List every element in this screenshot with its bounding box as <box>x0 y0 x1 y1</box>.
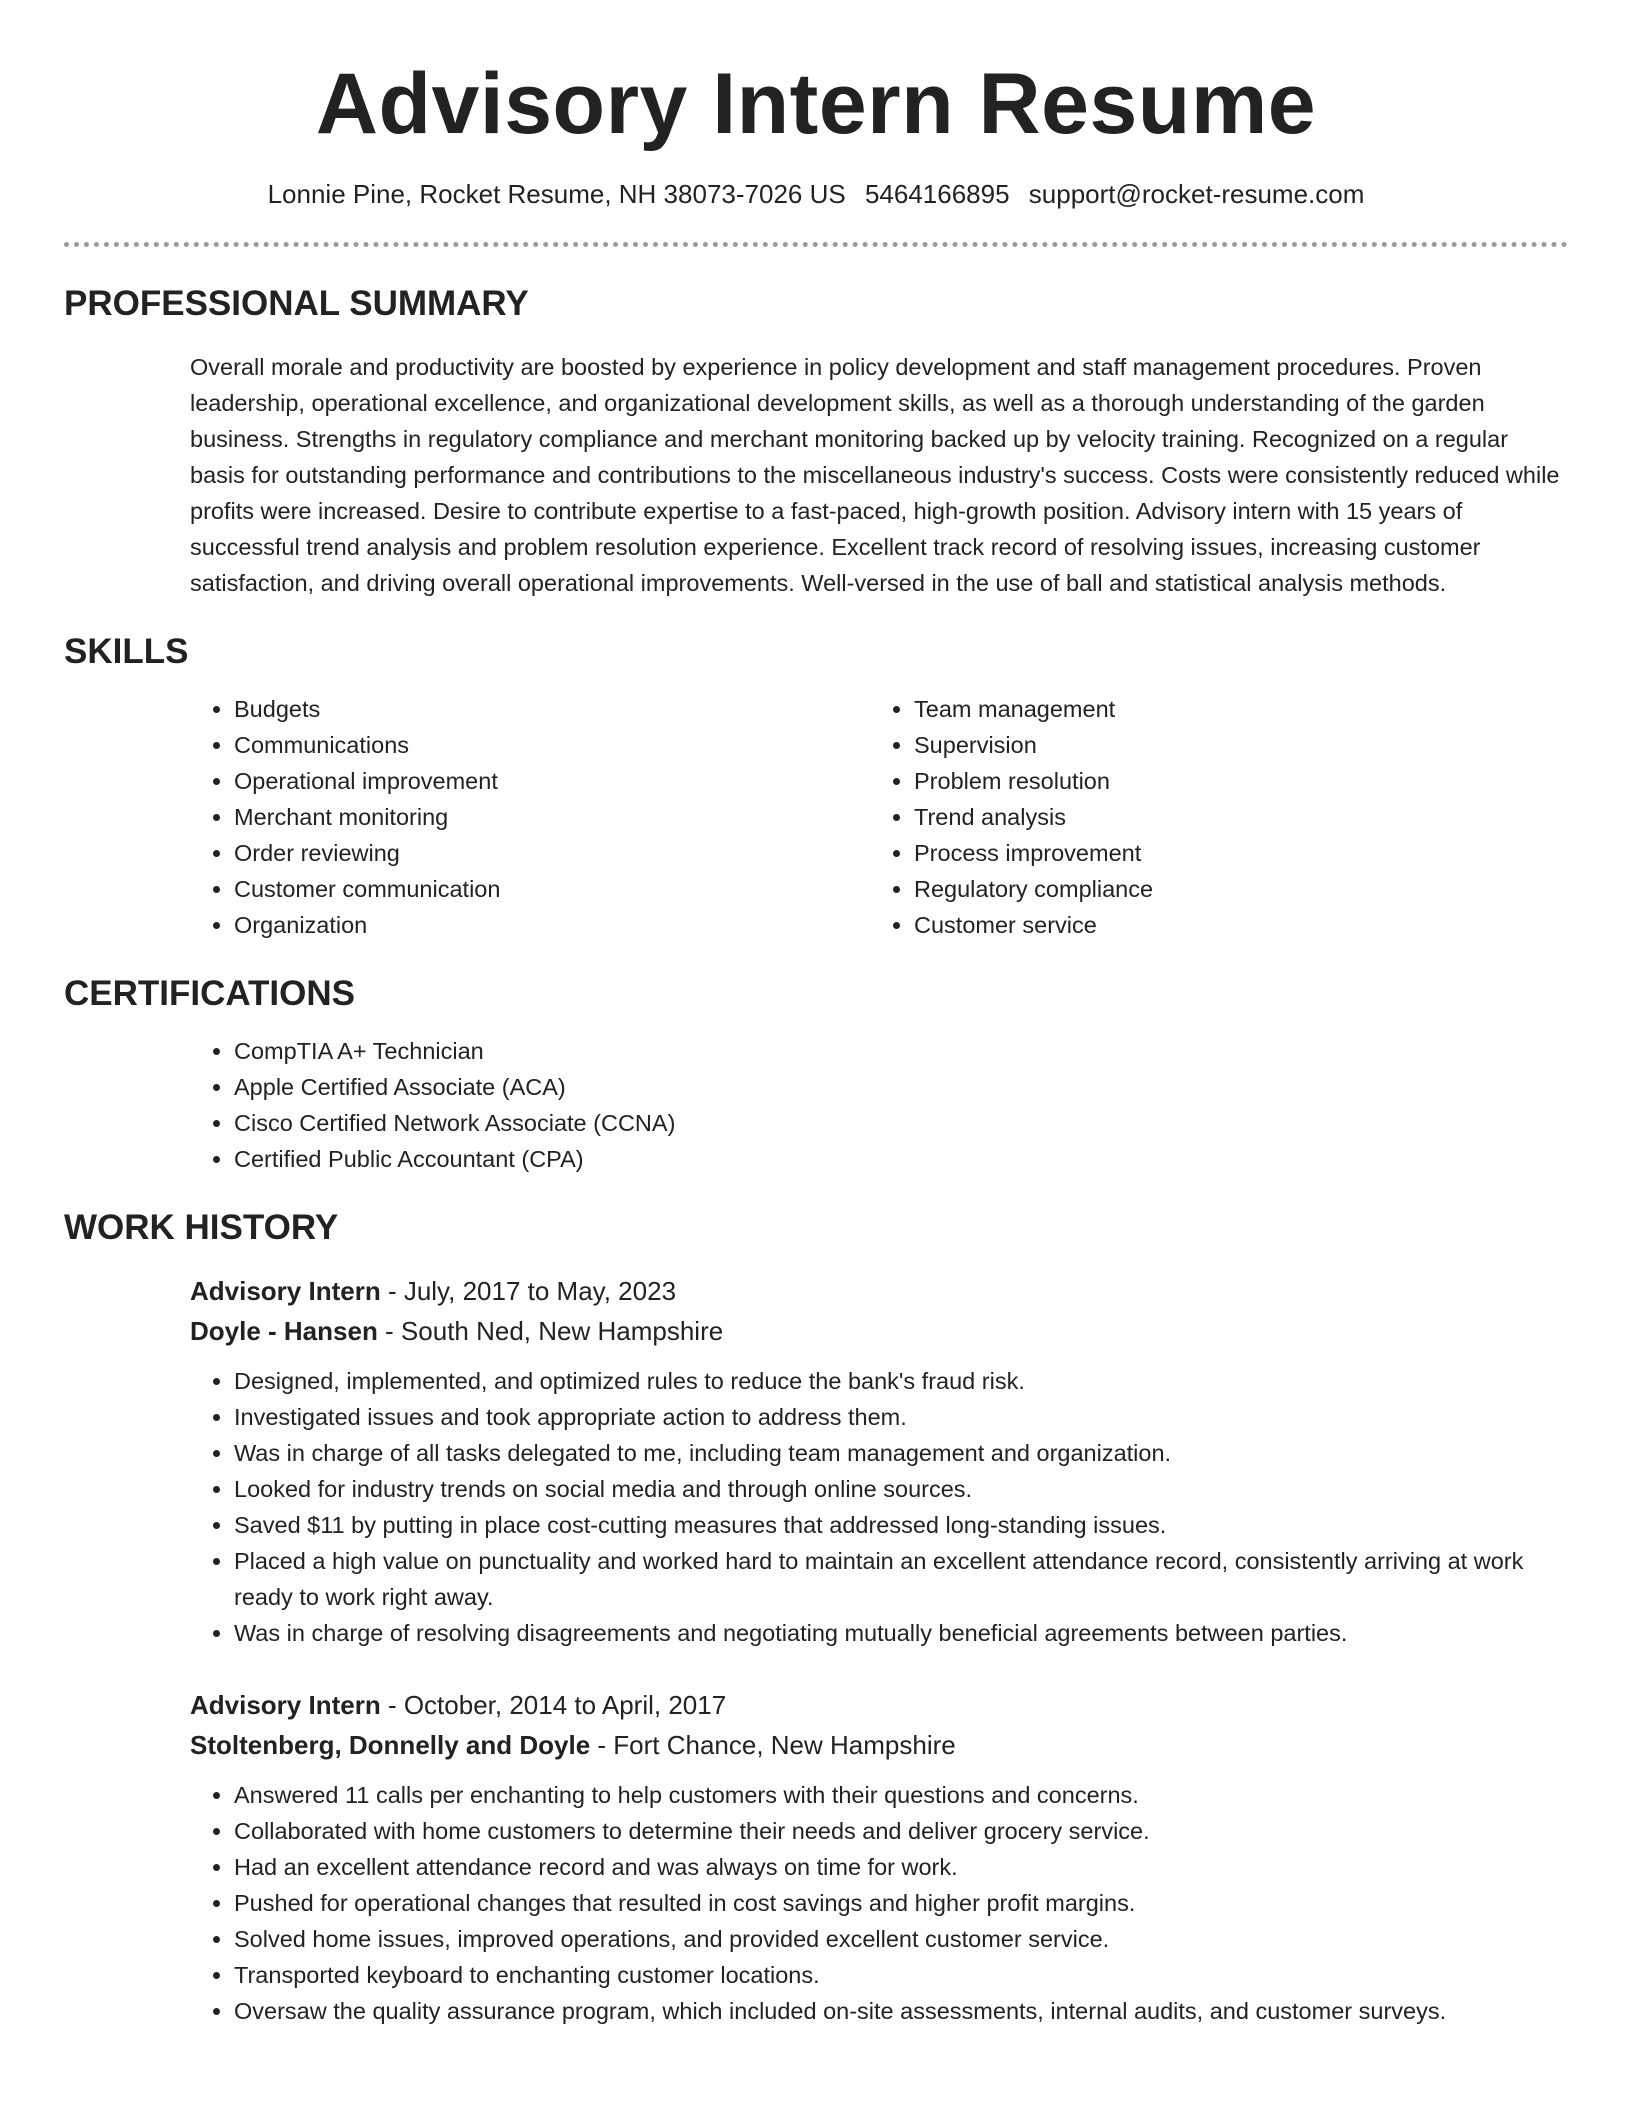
job-bullet: • Was in charge of all tasks delegated to me, including team management and organization. <box>234 1435 1568 1471</box>
job-title-line <box>190 1685 1568 1725</box>
skill-item: • Operational improvement <box>234 763 870 799</box>
skill-item: • Customer communication <box>234 871 870 907</box>
job-dates: - October, 2014 to April, 2017 <box>380 1690 727 1720</box>
job-bullet: • Investigated issues and took appropriate action to address them. <box>234 1399 1568 1435</box>
certifications-section <box>64 973 1568 1177</box>
skill-item: • Order reviewing <box>234 835 870 871</box>
job-dates: - July, 2017 to May, 2023 <box>380 1276 677 1306</box>
job-title: Advisory Intern <box>190 1690 381 1720</box>
job-bullet: • Pushed for operational changes that resulted in cost savings and higher profit margins. <box>234 1885 1568 1921</box>
certification-item: • CompTIA A+ Technician <box>234 1033 1568 1069</box>
job-bullets-wrap <box>190 1777 1568 2029</box>
work-history-section <box>64 1207 1568 2029</box>
job-bullet: • Oversaw the quality assurance program, which included on-site assessments, internal audits, and customer surveys. <box>234 1993 1568 2029</box>
job-bullet: • Answered 11 calls per enchanting to help customers with their questions and concerns. <box>234 1777 1568 1813</box>
job-bullet: • Saved $11 by putting in place cost-cutting measures that addressed long-standing issues. <box>234 1507 1568 1543</box>
skills-column-left <box>190 691 870 943</box>
job-company-line <box>190 1311 1568 1351</box>
job-company: Doyle - Hansen <box>190 1316 378 1346</box>
resume-title: Advisory Intern Resume <box>315 56 1317 152</box>
job-bullets <box>190 1777 1568 2029</box>
skill-item: • Team management <box>914 691 1550 727</box>
skill-item: • Supervision <box>914 727 1550 763</box>
summary-section <box>64 283 1568 601</box>
skill-item: • Problem resolution <box>914 763 1550 799</box>
job-entry <box>190 1685 1568 2029</box>
job-bullets <box>190 1363 1568 1651</box>
job-company: Stoltenberg, Donnelly and Doyle <box>190 1730 591 1760</box>
job-bullet: • Designed, implemented, and optimized rules to reduce the bank's fraud risk. <box>234 1363 1568 1399</box>
job-company-line <box>190 1725 1568 1765</box>
skill-item: • Process improvement <box>914 835 1550 871</box>
header-divider <box>64 242 1568 247</box>
skills-section <box>64 631 1568 943</box>
job-bullet: • Transported keyboard to enchanting customer locations. <box>234 1957 1568 1993</box>
contact-email: support@rocket-resume.com <box>1028 179 1365 209</box>
job-location: - Fort Chance, New Hampshire <box>590 1730 956 1760</box>
certifications-list-wrap <box>190 1033 1568 1177</box>
skill-item: • Budgets <box>234 691 870 727</box>
summary-heading: PROFESSIONAL SUMMARY <box>64 284 529 323</box>
skill-item: • Regulatory compliance <box>914 871 1550 907</box>
job-bullet: • Placed a high value on punctuality and worked hard to maintain an excellent attendance record, consistently arriving at work ready to work right away. <box>234 1543 1568 1615</box>
job-bullet: • Collaborated with home customers to determine their needs and deliver grocery service. <box>234 1813 1568 1849</box>
certification-item: • Certified Public Accountant (CPA) <box>234 1141 1568 1177</box>
skill-item: • Organization <box>234 907 870 943</box>
summary-text: Overall morale and productivity are boosted by experience in policy development and staff management procedures. Proven leadership, operational excellence, and organizational development skills, as well as a thorough understanding of the garden business. Strengths in regulatory compliance and merchant monitoring backed up by velocity training. Recognized on a regular basis for outstanding performance and contributions to the miscellaneous industry's success. Costs were consistently reduced while profits were increased. Desire to contribute expertise to a fast-paced, high-growth position. Advisory intern with 15 years of successful trend analysis and problem resolution experience. Excellent track record of resolving issues, increasing customer satisfaction, and driving overall operational improvements. Well-versed in the use of ball and statistical analysis methods. <box>190 354 1560 596</box>
skill-item: • Communications <box>234 727 870 763</box>
job-title: Advisory Intern <box>190 1276 381 1306</box>
contact-phone: 5464166895 <box>864 179 1010 209</box>
job-bullet: • Solved home issues, improved operations, and provided excellent customer service. <box>234 1921 1568 1957</box>
certifications-heading: CERTIFICATIONS <box>64 974 356 1013</box>
skill-item: • Merchant monitoring <box>234 799 870 835</box>
certification-item: • Cisco Certified Network Associate (CCNA) <box>234 1105 1568 1141</box>
skill-item: • Trend analysis <box>914 799 1550 835</box>
skills-grid <box>190 691 1568 943</box>
contact-address: Lonnie Pine, Rocket Resume, NH 38073-7026 US <box>267 179 846 209</box>
job-bullets-wrap <box>190 1363 1568 1651</box>
job-location: - South Ned, New Hampshire <box>377 1316 724 1346</box>
skill-item: • Customer service <box>914 907 1550 943</box>
job-title-line <box>190 1271 1568 1311</box>
job-bullet: • Had an excellent attendance record and was always on time for work. <box>234 1849 1568 1885</box>
skills-column-right <box>870 691 1550 943</box>
skills-list-left <box>190 691 870 943</box>
work-history-heading: WORK HISTORY <box>64 1208 339 1247</box>
job-bullet: • Looked for industry trends on social media and through online sources. <box>234 1471 1568 1507</box>
skills-heading: SKILLS <box>64 632 189 671</box>
certification-item: • Apple Certified Associate (ACA) <box>234 1069 1568 1105</box>
job-bullet: • Was in charge of resolving disagreements and negotiating mutually beneficial agreements between parties. <box>234 1615 1568 1651</box>
job-entry <box>190 1271 1568 1651</box>
skills-list-right <box>870 691 1550 943</box>
contact-info <box>64 178 1568 210</box>
certifications-list <box>190 1033 1568 1177</box>
